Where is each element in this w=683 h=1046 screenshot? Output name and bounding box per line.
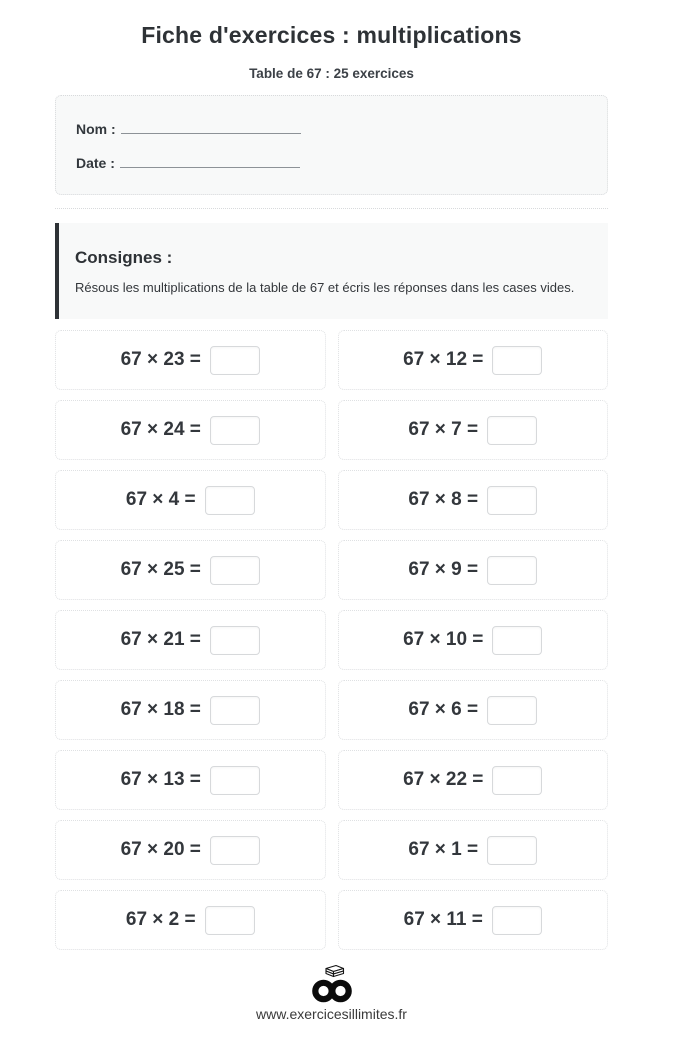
- exercise-expression: 67 × 8 =: [408, 489, 479, 510]
- date-row: [76, 153, 587, 173]
- exercise-expression: 67 × 9 =: [408, 559, 479, 580]
- exercise-card: [338, 680, 609, 740]
- answer-input[interactable]: [487, 696, 537, 725]
- exercise-card: [55, 890, 326, 950]
- exercise-expression: 67 × 11 =: [403, 909, 483, 930]
- exercise-expression: 67 × 22 =: [403, 769, 484, 790]
- answer-input[interactable]: [492, 346, 542, 375]
- exercise-card-inner: [121, 766, 260, 795]
- answer-input[interactable]: [492, 766, 542, 795]
- exercise-expression: 67 × 2 =: [125, 909, 196, 930]
- exercise-card-inner: [121, 836, 260, 865]
- exercise-card: [338, 470, 609, 530]
- exercise-expression: 67 × 4 =: [125, 489, 196, 510]
- exercise-card-inner: [121, 416, 260, 445]
- answer-input[interactable]: [205, 486, 255, 515]
- instructions-heading: Consignes :: [75, 248, 173, 267]
- exercise-expression: 67 × 6 =: [408, 699, 479, 720]
- exercise-expression: 67 × 24 =: [120, 419, 201, 440]
- answer-input[interactable]: [487, 416, 537, 445]
- footer: [55, 960, 608, 1022]
- exercise-card-inner: [408, 416, 537, 445]
- exercise-expression: 67 × 20 =: [120, 839, 201, 860]
- exercise-card-inner: [121, 556, 260, 585]
- exercise-expression: 67 × 18 =: [120, 699, 201, 720]
- section-divider: [55, 208, 608, 209]
- answer-input[interactable]: [210, 836, 260, 865]
- name-label: Nom :: [76, 121, 116, 137]
- answer-input[interactable]: [210, 626, 260, 655]
- exercise-card: [338, 330, 609, 390]
- identity-panel: [55, 95, 608, 195]
- name-row: [76, 119, 587, 139]
- exercise-expression: 67 × 7 =: [408, 419, 479, 440]
- exercise-card: [338, 540, 609, 600]
- exercise-expression: 67 × 13 =: [120, 769, 201, 790]
- exercise-card: [338, 610, 609, 670]
- exercise-card: [338, 890, 609, 950]
- exercise-card: [338, 400, 609, 460]
- exercise-grid: [55, 330, 608, 950]
- instructions-panel: [55, 223, 608, 319]
- instructions-body: Résous les multiplications de la table de 67 et écris les réponses dans les cases vides.: [75, 280, 575, 295]
- answer-input[interactable]: [210, 416, 260, 445]
- exercise-expression: 67 × 1 =: [408, 839, 479, 860]
- exercise-expression: 67 × 21 =: [120, 629, 201, 650]
- exercise-card-inner: [404, 906, 542, 935]
- exercise-expression: 67 × 23 =: [120, 349, 201, 370]
- answer-input[interactable]: [492, 906, 542, 935]
- answer-input[interactable]: [210, 696, 260, 725]
- answer-input[interactable]: [205, 906, 255, 935]
- page-title: Fiche d'exercices : multiplications: [141, 22, 522, 48]
- infinity-books-logo: [306, 960, 358, 1004]
- exercise-card: [55, 470, 326, 530]
- answer-input[interactable]: [492, 626, 542, 655]
- exercise-card: [55, 750, 326, 810]
- exercise-expression: 67 × 10 =: [403, 629, 484, 650]
- exercise-card-inner: [408, 696, 537, 725]
- answer-input[interactable]: [487, 836, 537, 865]
- exercise-card-inner: [126, 486, 255, 515]
- exercise-card: [338, 820, 609, 880]
- exercise-card: [55, 540, 326, 600]
- exercise-expression: 67 × 25 =: [120, 559, 201, 580]
- website-url: www.exercicesillimites.fr: [256, 1006, 407, 1022]
- exercise-expression: 67 × 12 =: [403, 349, 484, 370]
- answer-input[interactable]: [210, 346, 260, 375]
- page-subtitle: Table de 67 : 25 exercices: [249, 66, 414, 81]
- exercise-card: [55, 610, 326, 670]
- answer-input[interactable]: [487, 486, 537, 515]
- exercise-card-inner: [408, 836, 537, 865]
- exercise-card-inner: [403, 346, 542, 375]
- answer-input[interactable]: [487, 556, 537, 585]
- worksheet: [55, 22, 608, 1022]
- date-write-line: [120, 155, 300, 168]
- exercise-card-inner: [408, 486, 537, 515]
- exercise-card: [338, 750, 609, 810]
- date-label: Date :: [76, 155, 115, 171]
- exercise-card-inner: [126, 906, 255, 935]
- answer-input[interactable]: [210, 556, 260, 585]
- answer-input[interactable]: [210, 766, 260, 795]
- name-write-line: [121, 121, 301, 134]
- exercise-card-inner: [403, 766, 542, 795]
- exercise-card: [55, 820, 326, 880]
- exercise-card-inner: [121, 696, 260, 725]
- exercise-card-inner: [121, 626, 260, 655]
- exercise-card-inner: [121, 346, 260, 375]
- exercise-card-inner: [408, 556, 537, 585]
- exercise-card: [55, 330, 326, 390]
- exercise-card-inner: [403, 626, 542, 655]
- exercise-card: [55, 680, 326, 740]
- exercise-card: [55, 400, 326, 460]
